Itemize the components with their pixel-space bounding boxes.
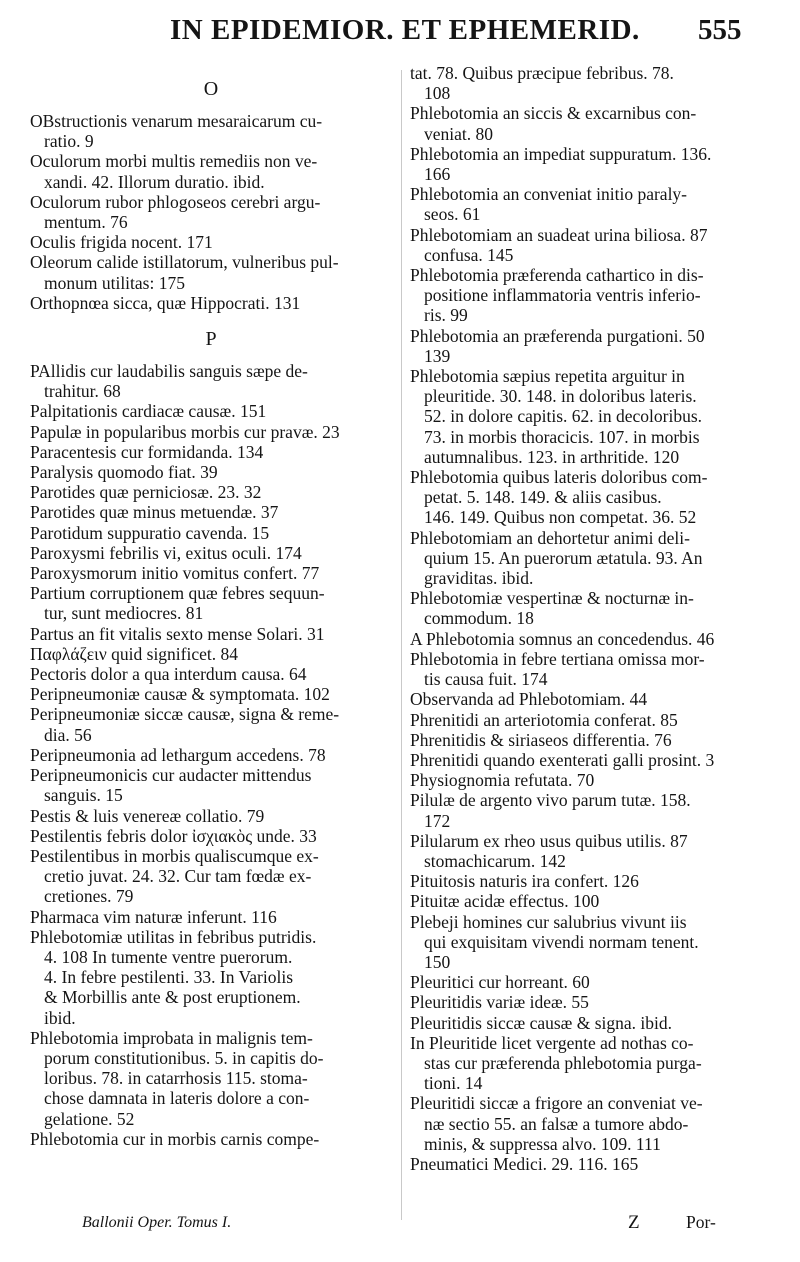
entry-line: Peripneumonia ad lethargum accedens. 78 [30, 744, 326, 765]
entry-line: cretio juvat. 24. 32. Cur tam fœdæ ex- [44, 866, 312, 887]
entry-line: Parotides quæ perniciosæ. 23. 32 [30, 482, 262, 503]
entry-line: porum constitutionibus. 5. in capitis do- [44, 1047, 324, 1068]
index-list-p [30, 361, 392, 1149]
index-list-right [410, 63, 770, 1174]
index-entry [30, 502, 392, 522]
index-entry [410, 831, 770, 871]
index-entry [410, 588, 770, 628]
signature-line: Ballonii Oper. Tomus I. [82, 1214, 232, 1231]
catchword: Por- [685, 1212, 716, 1232]
entry-line: mentum. 76 [44, 212, 128, 233]
index-entry [410, 1154, 770, 1174]
index-entry [30, 664, 392, 684]
entry-line: Pleuritidis siccæ causæ & signa. ibid. [410, 1012, 672, 1033]
entry-line: tis causa fuit. 174 [424, 669, 548, 690]
index-entry [410, 144, 770, 184]
index-entry [30, 927, 392, 1028]
index-entry [30, 563, 392, 583]
entry-line: 166 [424, 164, 451, 185]
index-entry [30, 907, 392, 927]
index-entry [410, 891, 770, 911]
entry-line: Paroxysmorum initio vomitus confert. 77 [30, 563, 320, 584]
entry-line: Pestis & luis venereæ collatio. 79 [30, 805, 265, 826]
index-entry [410, 103, 770, 143]
index-entry [410, 1013, 770, 1033]
entry-line: Pestilentis febris dolor ἰσχιακὸς unde. 33 [30, 825, 317, 846]
entry-line: Paracentesis cur formidanda. 134 [30, 441, 264, 462]
entry-line: 146. 149. Quibus non competat. 36. 52 [424, 507, 697, 528]
entry-line: trahitur. 68 [44, 381, 121, 402]
index-entry [410, 366, 770, 467]
entry-line: Phlebotomiæ utilitas in febribus putridis. [30, 926, 317, 947]
section-letter-p: P [205, 328, 217, 351]
page-header [0, 8, 800, 48]
index-entry [410, 265, 770, 326]
sheet-mark: Z [628, 1212, 640, 1233]
index-entry [410, 871, 770, 891]
entry-line: Phlebotomiam an dehortetur animi deli- [410, 527, 690, 548]
entry-line: Pilularum ex rheo usus quibus utilis. 87 [410, 830, 688, 851]
index-entry [410, 689, 770, 709]
entry-line: Pharmaca vim naturæ inferunt. 116 [30, 906, 277, 927]
index-entry [410, 63, 770, 103]
index-entry [410, 184, 770, 224]
index-entry [30, 1129, 392, 1149]
entry-line: Phlebotomia an conveniat initio paraly- [410, 184, 688, 205]
entry-line: Phlebotomiam an suadeat urina biliosa. 87 [410, 224, 708, 245]
left-column [30, 63, 392, 1149]
footer-catch [628, 1212, 716, 1234]
index-entry [410, 225, 770, 265]
entry-line: Pneumatici Medici. 29. 116. 165 [410, 1153, 639, 1174]
index-entry [30, 422, 392, 442]
entry-line: Observanda ad Phlebotomiam. 44 [410, 689, 648, 710]
entry-line: Parotides quæ minus metuendæ. 37 [30, 502, 279, 523]
index-list-o [30, 111, 392, 313]
index-entry [410, 649, 770, 689]
index-entry [410, 710, 770, 730]
index-entry [30, 293, 392, 313]
running-title: IN EPIDEMIOR. ET EPHEMERID. [170, 14, 640, 46]
entry-line: quium 15. An puerorum ætatula. 93. An [424, 547, 703, 568]
entry-line: Peripneumoniæ causæ & symptomata. 102 [30, 684, 330, 705]
entry-line: Phlebotomia improbata in malignis tem- [30, 1027, 313, 1048]
index-entry [410, 1093, 770, 1154]
entry-line: xandi. 42. Illorum duratio. ibid. [44, 171, 265, 192]
entry-line: Oleorum calide istillatorum, vulneribus pul- [30, 252, 339, 273]
entry-line: Pituitosis naturis ira confert. 126 [410, 871, 639, 892]
entry-line: Phlebotomia præferenda cathartico in dis- [410, 265, 704, 286]
index-entry [30, 745, 392, 765]
entry-line: confusa. 145 [424, 244, 514, 265]
entry-line: Papulæ in popularibus morbis cur pravæ. 23 [30, 421, 340, 442]
entry-line: Pestilentibus in morbis qualiscumque ex- [30, 845, 319, 866]
index-entry [30, 826, 392, 846]
index-entry [30, 583, 392, 623]
entry-line: Peripneumoniæ siccæ causæ, signa & reme- [30, 704, 340, 725]
index-entry [410, 528, 770, 589]
entry-line: qui exquisitam vivendi normam tenent. [424, 931, 699, 952]
entry-line: 139 [424, 345, 451, 366]
index-entry [410, 1033, 770, 1094]
entry-line: Pituitæ acidæ effectus. 100 [410, 891, 600, 912]
entry-line: stas cur præferenda phlebotomia purga- [424, 1052, 702, 1073]
page-number: 555 [698, 14, 742, 46]
entry-line: positione inflammatoria ventris inferio- [424, 285, 701, 306]
entry-line: Phlebotomiæ vespertinæ & nocturnæ in- [410, 588, 694, 609]
entry-line: Partus an fit vitalis sexto mense Solari. 31 [30, 623, 325, 644]
entry-line: Phlebotomia cur in morbis carnis compe- [30, 1128, 320, 1149]
entry-line: commodum. 18 [424, 608, 534, 629]
entry-line: Plebeji homines cur salubrius vivunt iis [410, 911, 687, 932]
entry-line: Phlebotomia an siccis & excarnibus con- [410, 103, 697, 124]
entry-line: cretiones. 79 [44, 886, 134, 907]
index-entry [30, 1028, 392, 1129]
entry-line: Oculorum rubor phlogoseos cerebri argu- [30, 191, 321, 212]
entry-line: 150 [424, 951, 451, 972]
entry-line: veniat. 80 [424, 123, 494, 144]
entry-line: Parotidum suppuratio cavenda. 15 [30, 522, 270, 543]
index-entry [30, 111, 392, 151]
entry-line: Oculis frigida nocent. 171 [30, 232, 213, 253]
entry-line: Partium corruptionem quæ febres sequun- [30, 583, 325, 604]
index-entry [410, 912, 770, 973]
index-entry [410, 992, 770, 1012]
entry-line: PAllidis cur laudabilis sanguis sæpe de- [30, 361, 308, 382]
entry-line: seos. 61 [424, 204, 481, 225]
entry-line: gelatione. 52 [44, 1108, 135, 1129]
entry-line: A Phlebotomia somnus an concedendus. 46 [410, 628, 715, 649]
entry-line: Palpitationis cardiacæ causæ. 151 [30, 401, 267, 422]
entry-line: 4. 108 In tumente ventre puerorum. [44, 946, 293, 967]
index-entry [410, 467, 770, 528]
entry-line: loribus. 78. in catarrhosis 115. stoma- [44, 1068, 308, 1089]
entry-line: chose damnata in lateris dolore a con- [44, 1088, 310, 1109]
index-entry [410, 326, 770, 366]
index-entry [30, 151, 392, 191]
entry-line: 73. in morbis thoracicis. 107. in morbis [424, 426, 700, 447]
index-entry [30, 462, 392, 482]
entry-line: petat. 5. 148. 149. & aliis casibus. [424, 487, 662, 508]
entry-line: pleuritide. 30. 148. in doloribus lateris. [424, 386, 697, 407]
entry-line: Paroxysmi febrilis vi, exitus oculi. 174 [30, 542, 302, 563]
entry-line: OBstructionis venarum mesaraicarum cu- [30, 111, 323, 131]
index-entry [410, 770, 770, 790]
entry-line: minis, & suppressa alvo. 109. 111 [424, 1133, 661, 1154]
index-entry [30, 704, 392, 744]
index-entry [30, 361, 392, 401]
entry-line: Paralysis quomodo fiat. 39 [30, 462, 218, 483]
right-column [410, 63, 770, 1174]
index-entry [410, 790, 770, 830]
entry-line: Pleuritidis variæ ideæ. 55 [410, 992, 589, 1013]
entry-line: Phrenitidi an arteriotomia conferat. 85 [410, 709, 678, 730]
entry-line: monum utilitas: 175 [44, 272, 185, 293]
entry-line: 4. In febre pestilenti. 33. In Variolis [44, 967, 293, 988]
entry-line: tioni. 14 [424, 1073, 483, 1094]
entry-line: stomachicarum. 142 [424, 850, 566, 871]
index-entry [410, 972, 770, 992]
entry-line: Physiognomia refutata. 70 [410, 770, 595, 791]
entry-line: 52. in dolore capitis. 62. in decoloribus. [424, 406, 703, 427]
entry-line: sanguis. 15 [44, 785, 123, 806]
section-letter-o: O [203, 78, 219, 100]
entry-line: tur, sunt mediocres. 81 [44, 603, 204, 624]
entry-line: Phlebotomia quibus lateris doloribus com- [410, 467, 708, 488]
index-entry [30, 684, 392, 704]
index-entry [30, 543, 392, 563]
index-entry [410, 750, 770, 770]
entry-line: Phlebotomia in febre tertiana omissa mor- [410, 648, 705, 669]
entry-line: ratio. 9 [44, 131, 94, 152]
entry-line: næ sectio 55. an falsæ a tumore abdo- [424, 1113, 689, 1134]
index-entry [30, 846, 392, 907]
entry-line: Phlebotomia an præferenda purgationi. 50 [410, 325, 705, 346]
index-entry [30, 192, 392, 232]
index-entry [30, 252, 392, 292]
index-entry [30, 765, 392, 805]
entry-line: Pleuritidi siccæ a frigore an conveniat ve- [410, 1093, 703, 1114]
index-entry [30, 482, 392, 502]
index-entry [30, 442, 392, 462]
entry-line: Pectoris dolor a qua interdum causa. 64 [30, 664, 307, 685]
entry-line: dia. 56 [44, 724, 92, 745]
index-entry [30, 624, 392, 644]
entry-line: In Pleuritide licet vergente ad nothas co- [410, 1032, 694, 1053]
entry-line: Pleuritici cur horreant. 60 [410, 972, 590, 993]
entry-line: Phlebotomia an impediat suppuratum. 136. [410, 143, 712, 164]
index-entry [30, 523, 392, 543]
entry-line: Παφλάζειν quid significet. 84 [30, 643, 239, 664]
entry-line: Orthopnœa sicca, quæ Hippocrati. 131 [30, 292, 301, 313]
entry-line: Phrenitidi quando exenterati galli prosint. 3 [410, 749, 715, 770]
index-entry [30, 806, 392, 826]
entry-line: ris. 99 [424, 305, 468, 326]
entry-line: Oculorum morbi multis remediis non ve- [30, 151, 318, 172]
index-entry [30, 644, 392, 664]
index-entry [30, 232, 392, 252]
entry-line: 108 [424, 83, 451, 104]
entry-line: 172 [424, 810, 451, 831]
column-divider [401, 70, 402, 1220]
index-entry [410, 629, 770, 649]
entry-line: graviditas. ibid. [424, 568, 534, 589]
entry-line: & Morbillis ante & post eruptionem. [44, 987, 301, 1008]
entry-line: ibid. [44, 1007, 76, 1028]
index-entry [30, 401, 392, 421]
entry-line: Peripneumonicis cur audacter mittendus [30, 765, 312, 786]
entry-line: Phrenitidis & siriaseos differentia. 76 [410, 729, 672, 750]
entry-line: Phlebotomia sæpius repetita arguitur in [410, 366, 685, 387]
entry-line: Pilulæ de argento vivo parum tutæ. 158. [410, 790, 691, 811]
index-entry [410, 730, 770, 750]
entry-line: tat. 78. Quibus præcipue febribus. 78. [410, 63, 674, 83]
entry-line: autumnalibus. 123. in arthritide. 120 [424, 446, 680, 467]
